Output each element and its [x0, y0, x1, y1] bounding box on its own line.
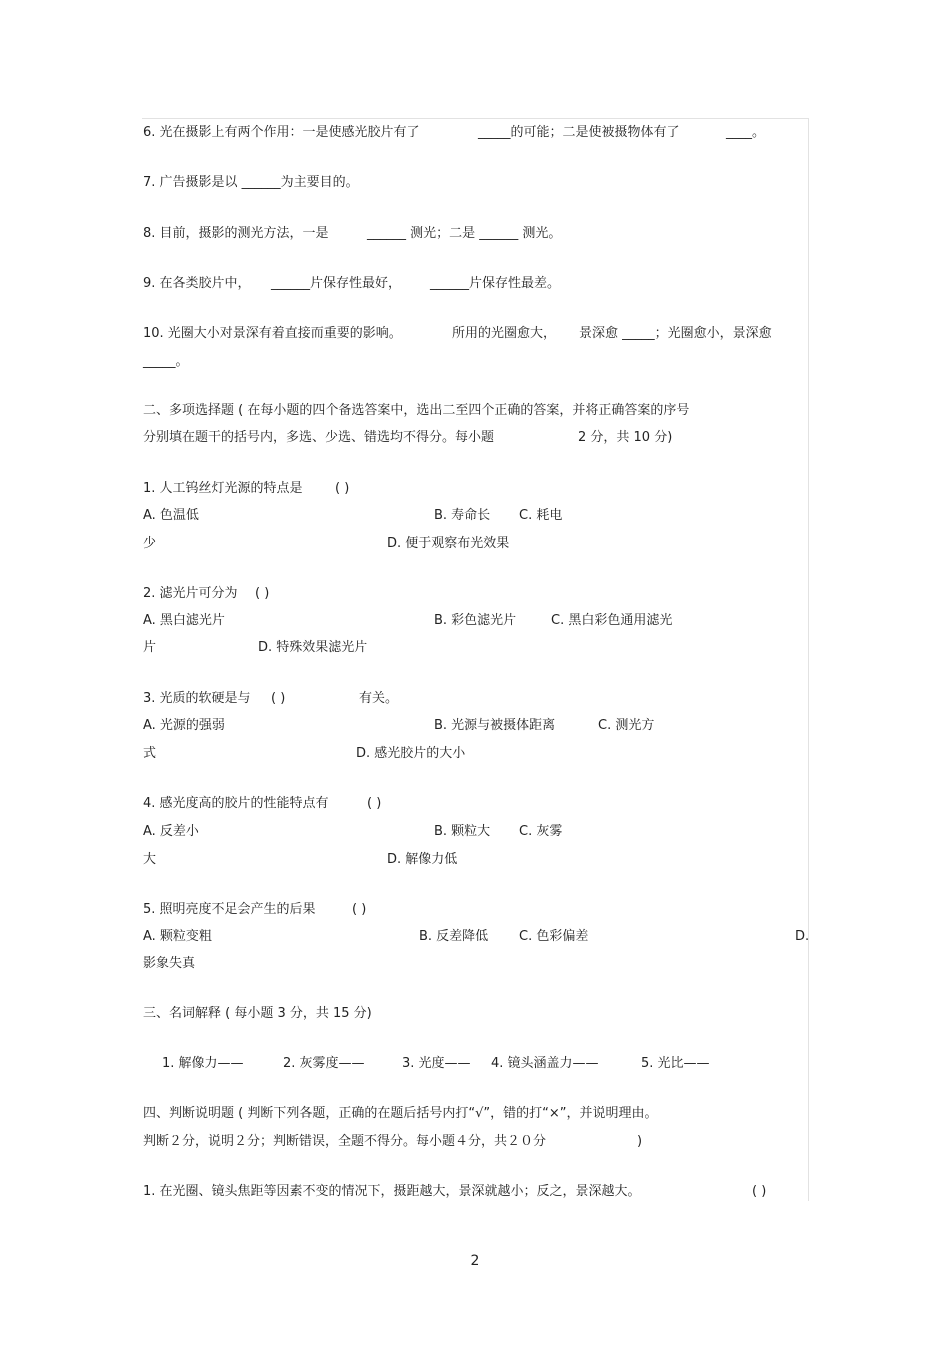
q10-text-2: 所用的光圈愈大， — [452, 326, 557, 341]
s2-q3-stem: 3. 光质的软硬是与 — [143, 691, 251, 706]
s3-term-4: 4. 镜头涵盖力—— — [491, 1056, 599, 1071]
q6-blank-2: ____。 — [726, 125, 766, 140]
s2-q2-option-b: B. 彩色滤光片 — [434, 613, 517, 628]
q6-text: 6. 光在摄影上有两个作用：一是使感光胶片有了 — [143, 125, 420, 140]
section2-heading-score: 2 分，共 10 分) — [578, 430, 673, 445]
s2-q5-option-d: D. — [795, 929, 810, 944]
s2-q4-option-c-wrap: 大 — [143, 852, 157, 867]
q9-blank-1: ______片保存性最好， — [271, 276, 402, 291]
s2-q2-option-d: D. 特殊效果滤光片 — [258, 640, 368, 655]
s2-q2-option-c-wrap: 片 — [143, 640, 157, 655]
s2-q1-option-a: A. 色温低 — [143, 508, 199, 523]
s2-q4-paren: ( ) — [367, 796, 382, 811]
section2-heading: 二、多项选择题 ( 在每小题的四个备选答案中，选出二至四个正确的答案，并将正确答案的序号 — [143, 403, 690, 418]
s2-q1-paren: ( ) — [335, 481, 350, 496]
s2-q1-option-d: D. 便于观察布光效果 — [387, 536, 510, 551]
s3-term-2: 2. 灰雾度—— — [283, 1056, 365, 1071]
s2-q3-option-d: D. 感光胶片的大小 — [356, 746, 466, 761]
s2-q5-option-a: A. 颗粒变粗 — [143, 929, 212, 944]
s2-q5-option-c: C. 色彩偏差 — [519, 929, 589, 944]
s2-q1-option-c: C. 耗电 — [519, 508, 563, 523]
section4-heading: 四、判断说明题 ( 判断下列各题，正确的在题后括号内打“√”，错的打“×”，并说明理由。 — [143, 1106, 658, 1121]
q7-text: 7. 广告摄影是以 ______为主要目的。 — [143, 175, 359, 190]
q8-blanks: ______ 测光；二是 ______ 测光。 — [367, 226, 562, 241]
s2-q2-paren: ( ) — [255, 586, 270, 601]
s2-q4-stem: 4. 感光度高的胶片的性能特点有 — [143, 796, 329, 811]
s2-q5-paren: ( ) — [352, 902, 367, 917]
s2-q4-option-d: D. 解像力低 — [387, 852, 458, 867]
s2-q5-option-d-wrap: 影象失真 — [143, 956, 196, 971]
s2-q3-option-a: A. 光源的强弱 — [143, 718, 225, 733]
s2-q3-option-c: C. 测光方 — [598, 718, 655, 733]
q6-blank-1: _____的可能；二是使被摄物体有了 — [478, 125, 680, 140]
section4-heading-line2: 判断２分，说明２分；判断错误，全题不得分。每小题４分，共２０分 — [143, 1134, 547, 1149]
s3-term-3: 3. 光度—— — [402, 1056, 471, 1071]
s2-q2-option-a: A. 黑白滤光片 — [143, 613, 225, 628]
s3-term-5: 5. 光比—— — [641, 1056, 710, 1071]
s4-q1-text: 1. 在光圈、镜头焦距等因素不变的情况下，摄距越大，景深就越小；反之，景深越大。 — [143, 1184, 641, 1199]
q9-blank-2: ______片保存性最差。 — [430, 276, 561, 291]
page-number: 2 — [470, 1253, 480, 1269]
section2-heading-line2: 分别填在题干的括号内，多选、少选、错选均不得分。每小题 — [143, 430, 495, 445]
q10-text-4: _____。 — [143, 354, 189, 369]
s2-q4-option-b: B. 颗粒大 — [434, 824, 491, 839]
s2-q4-option-c: C. 灰雾 — [519, 824, 563, 839]
s2-q3-paren: ( ) — [271, 691, 286, 706]
s2-q2-stem: 2. 滤光片可分为 — [143, 586, 238, 601]
q10-text-3: 景深愈 _____；光圈愈小，景深愈 — [579, 326, 772, 341]
s2-q2-option-c: C. 黑白彩色通用滤光 — [551, 613, 673, 628]
section3-heading: 三、名词解释 ( 每小题 3 分，共 15 分) — [143, 1006, 372, 1021]
s4-q1-paren: ( ) — [752, 1184, 767, 1199]
s2-q3-option-b: B. 光源与被摄体距离 — [434, 718, 556, 733]
s2-q3-tail: 有关。 — [359, 691, 399, 706]
q10-text: 10. 光圈大小对景深有着直接而重要的影响。 — [143, 326, 402, 341]
s2-q1-option-c-wrap: 少 — [143, 536, 157, 551]
s2-q1-stem: 1. 人工钨丝灯光源的特点是 — [143, 481, 303, 496]
q9-text: 9. 在各类胶片中， — [143, 276, 251, 291]
s2-q3-option-c-wrap: 式 — [143, 746, 157, 761]
s3-term-1: 1. 解像力—— — [162, 1056, 244, 1071]
q8-text: 8. 目前，摄影的测光方法，一是 — [143, 226, 329, 241]
s2-q5-option-b: B. 反差降低 — [419, 929, 489, 944]
section4-heading-close: ) — [637, 1134, 643, 1149]
s2-q5-stem: 5. 照明亮度不足会产生的后果 — [143, 902, 316, 917]
s2-q1-option-b: B. 寿命长 — [434, 508, 491, 523]
s2-q4-option-a: A. 反差小 — [143, 824, 199, 839]
